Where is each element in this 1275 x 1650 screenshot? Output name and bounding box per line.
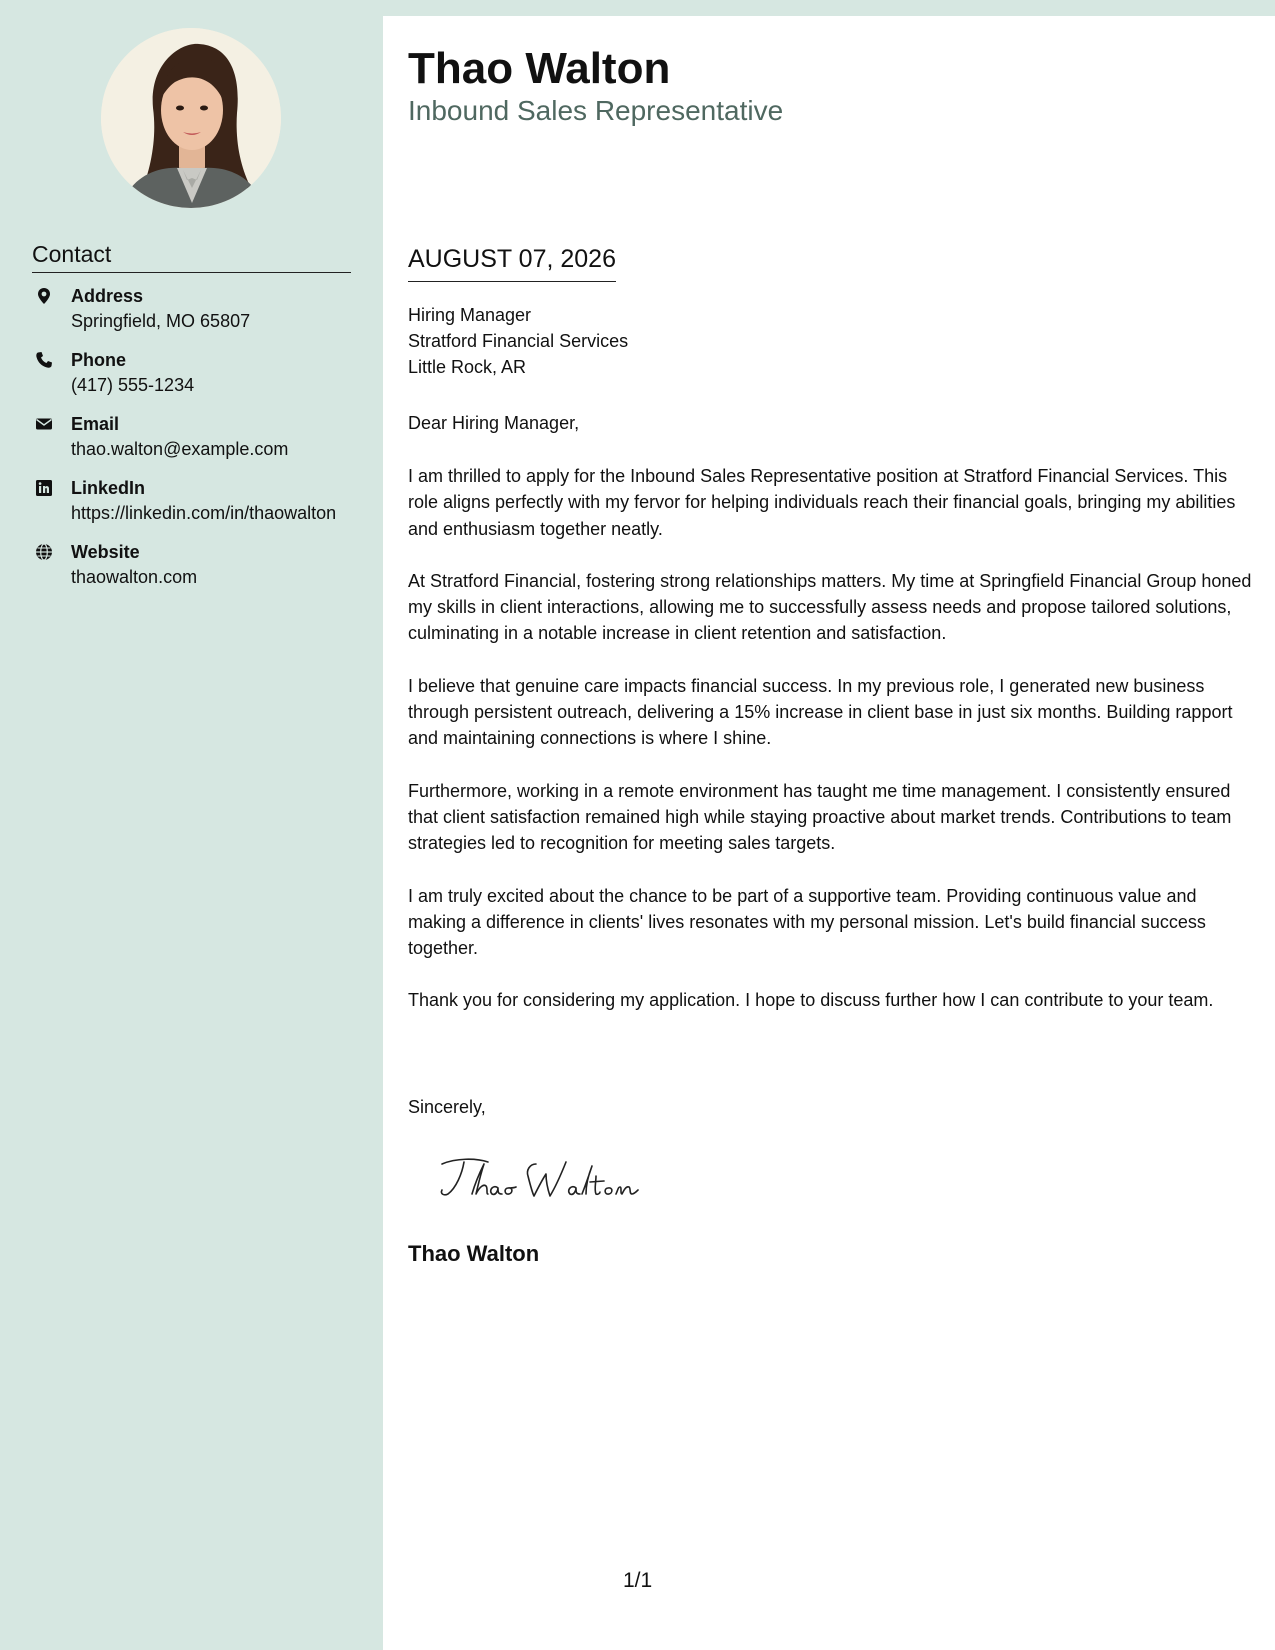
job-title: Inbound Sales Representative [408, 95, 784, 126]
letter-date: AUGUST 07, 2026 [408, 243, 616, 282]
contact-item-email [32, 412, 352, 462]
contact-item-website [32, 540, 352, 590]
letter-paragraph: I am truly excited about the chance to be part of a supportive team. Providing continuous value and making a difference in clients' lives resonates with my personal mission. Let's build financial success together. [408, 885, 1206, 959]
salutation: Dear Hiring Manager, [408, 413, 580, 433]
letter-body [408, 463, 1253, 1040]
email-value[interactable]: thao.walton@example.com [71, 439, 289, 459]
letter-paragraph: I am thrilled to apply for the Inbound Sales Representative position at Stratford Financial Services. This role aligns perfectly with my fervor for helping individuals reach their financial goals, bringing my abilities and enthusiasm together neatly. [408, 466, 1236, 539]
contact-heading: Contact [32, 240, 351, 273]
recipient-line: Stratford Financial Services [408, 331, 629, 351]
recipient-block [408, 302, 628, 380]
letter-paragraph: At Stratford Financial, fostering strong relationships matters. My time at Springfield Financial Group honed my skills in client interactions, allowing me to successfully assess needs and propose tailored solutions, culminating in a notable increase in client retention and satisfaction. [408, 570, 1252, 644]
phone-value: (417) 555-1234 [71, 375, 195, 395]
linkedin-icon [35, 479, 53, 497]
page-number: 1/1 [623, 1569, 653, 1592]
recipient-line: Little Rock, AR [408, 357, 527, 377]
applicant-name: Thao Walton [408, 44, 671, 93]
phone-icon [35, 351, 53, 369]
contact-item-address [32, 284, 352, 334]
avatar [101, 28, 281, 208]
website-label: Website [71, 542, 140, 562]
closing: Sincerely, [408, 1097, 486, 1117]
website-value[interactable]: thaowalton.com [71, 567, 198, 587]
signature [436, 1150, 646, 1215]
contact-item-linkedin [32, 476, 352, 526]
map-pin-icon [35, 287, 53, 305]
letter-paragraph: Furthermore, working in a remote environment has taught me time management. I consistently ensured that client satisfaction remained high while staying proactive about market trends. Contributions to team strategies led to recognition for meeting sales targets. [408, 780, 1232, 854]
letter-paragraph: Thank you for considering my application. I hope to discuss further how I can contribute to your team. [408, 990, 1214, 1011]
recipient-line: Hiring Manager [408, 305, 532, 325]
phone-label: Phone [71, 350, 127, 370]
letter-paragraph: I believe that genuine care impacts financial success. In my previous role, I generated new business through persistent outreach, delivering a 15% increase in client base in just six months. Building rapport and maintaining connections is where I shine. [408, 675, 1233, 749]
globe-icon [35, 543, 53, 561]
linkedin-value[interactable]: https://linkedin.com/in/thaowalton [71, 503, 337, 523]
contact-item-phone [32, 348, 352, 398]
envelope-icon [35, 415, 53, 433]
address-label: Address [71, 286, 144, 306]
email-label: Email [71, 414, 120, 434]
contact-list [32, 284, 352, 604]
signer-name: Thao Walton [408, 1241, 540, 1266]
address-value: Springfield, MO 65807 [71, 311, 251, 331]
linkedin-label: LinkedIn [71, 478, 146, 498]
